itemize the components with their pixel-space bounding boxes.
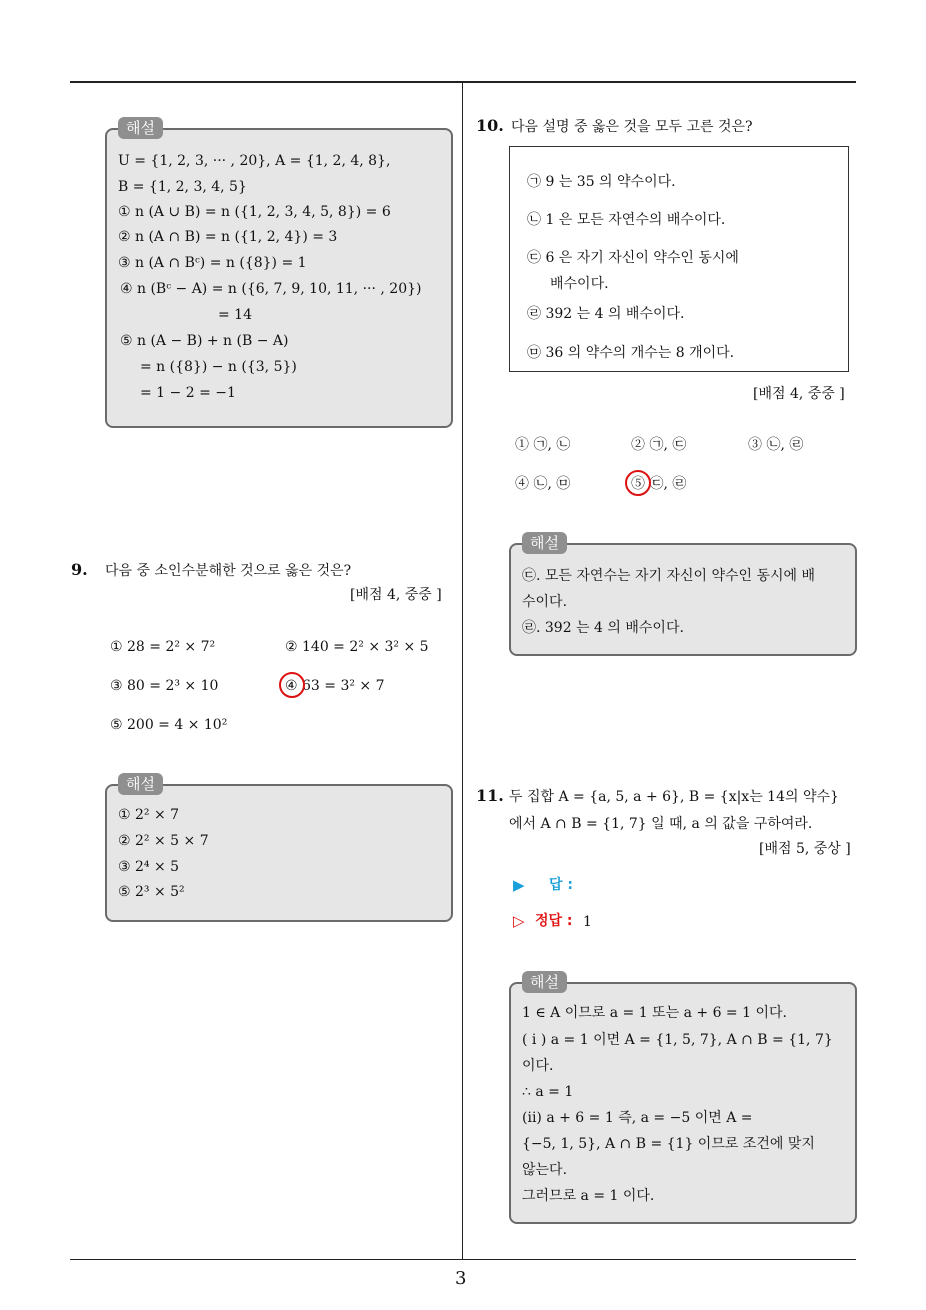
answer-mark-circle [279,672,305,698]
explanation-line: 이다. [522,1058,554,1074]
choice-2[interactable]: ② 140 = 2² × 3² × 5 [285,639,429,655]
correct-label: 정답 : [535,913,573,929]
explanation-line: ∴ a = 1 [522,1084,574,1100]
statement: ㉣ 392 는 4 의 배수이다. [527,306,685,322]
explanation-line: 그러므로 a = 1 이다. [522,1188,655,1204]
explanation-line: ② 2² × 5 × 7 [118,833,209,849]
statement: ㉤ 36 의 약수의 개수는 8 개이다. [527,345,735,361]
choice-2[interactable]: ② ㉠, ㉢ [631,437,687,453]
choice-5[interactable]: ⑤ ㉢, ㉣ [631,476,687,492]
explanation-line: = 1 − 2 = −1 [140,385,236,401]
question-number: 10. [476,116,504,135]
explanation-line: ② n (A ∩ B) = n ({1, 2, 4}) = 3 [118,229,338,245]
explanation-line: ㉢. 모든 자연수는 자기 자신이 약수인 동시에 배 [522,568,816,584]
explanation-line: ㉣. 392 는 4 의 배수이다. [522,620,684,636]
explanation-tag: 해설 [118,117,163,139]
explanation-line: ① 2² × 7 [118,807,180,823]
explanation-line: ① n (A ∪ B) = n ({1, 2, 3, 4, 5, 8}) = 6 [118,204,391,220]
statement: ㉡ 1 은 모든 자연수의 배수이다. [527,212,726,228]
explanation-line: U = {1, 2, 3, ··· , 20}, A = {1, 2, 4, 8}, [118,153,391,169]
choice-3[interactable]: ③ 80 = 2³ × 10 [110,678,219,694]
question-text: 다음 설명 중 옳은 것을 모두 고른 것은? [511,119,753,135]
explanation-line: 1 ∈ A 이므로 a = 1 또는 a + 6 = 1 이다. [522,1005,787,1021]
explanation-line: B = {1, 2, 3, 4, 5} [118,179,247,195]
explanation-line: {−5, 1, 5}, A ∩ B = {1} 이므로 조건에 맞지 [522,1136,815,1152]
question-meta: [배점 4, 중중 ] [753,386,845,402]
question-meta: [배점 4, 중중 ] [350,587,442,603]
question-number: 11. [476,786,504,805]
explanation-line: ③ 2⁴ × 5 [118,859,180,875]
choice-1[interactable]: ① ㉠, ㉡ [515,437,571,453]
explanation-line: ⑤ n (A − B) + n (B − A) [120,333,289,349]
explanation-line: ④ n (Bᶜ − A) = n ({6, 7, 9, 10, 11, ··· , 20}) [120,281,422,297]
explanation-line: ③ n (A ∩ Bᶜ) = n ({8}) = 1 [118,255,307,271]
question-text: 다음 중 소인수분해한 것으로 옳은 것은? [105,563,352,579]
explanation-tag: 해설 [522,971,567,993]
page-number: 3 [455,1268,467,1289]
question-text: 에서 A ∩ B = {1, 7} 일 때, a 의 값을 구하여라. [509,816,813,832]
question-text: 두 집합 A = {a, 5, a + 6}, B = {x|x는 14의 약수} [509,789,839,805]
answer-mark-circle [625,470,651,496]
explanation-line: 수이다. [522,594,568,610]
explanation-line: = 14 [218,307,252,323]
correct-value: 1 [583,914,592,930]
statement: ㉠ 9 는 35 의 약수이다. [527,174,676,190]
statement: ㉢ 6 은 자기 자신이 약수인 동시에 [527,250,739,266]
explanation-line: ( i ) a = 1 이면 A = {1, 5, 7}, A ∩ B = {1, 7} [522,1032,833,1048]
question-meta: [배점 5, 중상 ] [759,841,851,857]
choice-4[interactable]: ④ 63 = 3² × 7 [285,678,385,694]
answer-label: 답 : [549,877,573,893]
choice-4[interactable]: ④ ㉡, ㉤ [515,476,571,492]
explanation-box-q8 [105,128,453,428]
explanation-box-q9 [105,784,453,922]
choice-1[interactable]: ① 28 = 2² × 7² [110,639,216,655]
explanation-tag: 해설 [522,532,567,554]
explanation-line: 않는다. [522,1162,568,1178]
top-rule [70,81,856,83]
choice-5[interactable]: ⑤ 200 = 4 × 10² [110,717,228,733]
answer-play-icon: ▶ [513,876,525,894]
question-number: 9. [71,560,88,579]
explanation-line: (ii) a + 6 = 1 즉, a = −5 이면 A = [522,1110,753,1126]
explanation-line: ⑤ 2³ × 5² [118,884,185,900]
column-divider [462,83,463,1260]
explanation-line: = n ({8}) − n ({3, 5}) [140,359,297,375]
explanation-tag: 해설 [118,773,163,795]
correct-triangle-icon: ▷ [513,912,525,930]
choice-3[interactable]: ③ ㉡, ㉣ [748,437,804,453]
bottom-rule [70,1259,856,1260]
statement: 배수이다. [550,276,609,292]
